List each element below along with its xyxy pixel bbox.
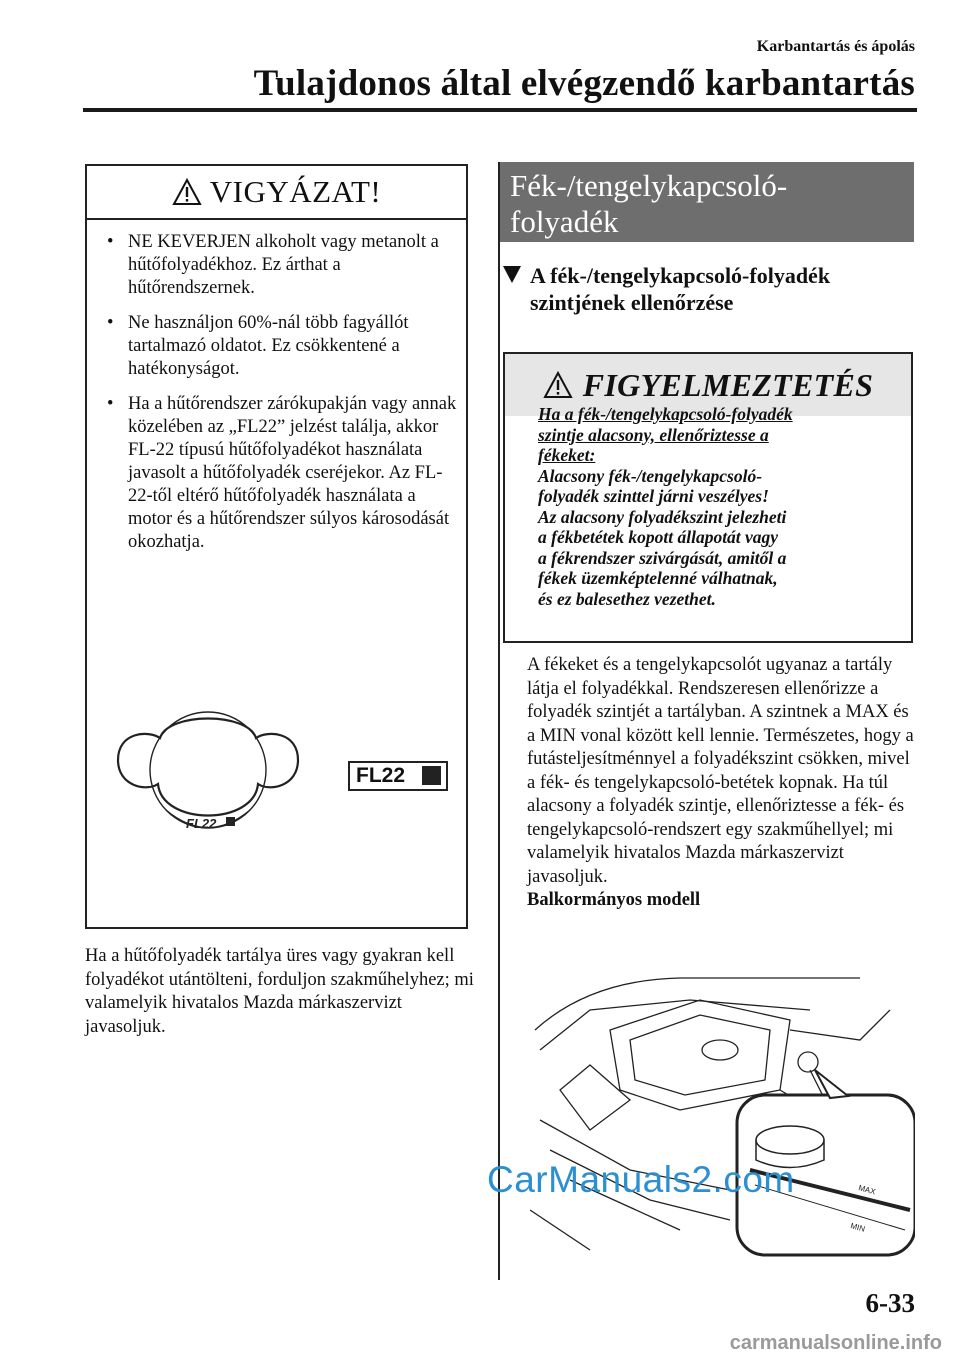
- caution-list: [101, 231, 461, 566]
- book-icon: [422, 766, 441, 785]
- section-heading: Fék-/tengelykapcsoló- folyadék: [500, 162, 914, 242]
- warning-heading: FIGYELMEZTETÉS: [582, 366, 874, 403]
- coolant-paragraph: Ha a hűtőfolyadék tartálya üres vagy gyakran kell folyadékot utántölteni, forduljon szakműhelyhez; mi valamelyik hivatalos Mazda márkaszervizt javasoljuk.: [85, 946, 474, 1037]
- page-title: Tulajdonos által elvégzendő karbantartás: [253, 63, 915, 104]
- watermark: CarManuals2.com: [487, 1159, 795, 1200]
- caution-heading: VIGYÁZAT!: [209, 174, 382, 209]
- subheading: A fék-/tengelykapcsoló-folyadék szintjének ellenőrzése: [503, 262, 913, 316]
- header-rule: [83, 108, 917, 112]
- engine-bay-illustration: [530, 970, 915, 1260]
- model-label: Balkormányos modell: [527, 890, 701, 910]
- triangle-bullet-icon: [503, 266, 521, 283]
- caution-item: • Ne használjon 60%-nál több fagyállót tartalmazó oldatot. Ez csökkentené a hatékonyságot.: [107, 313, 409, 379]
- warning-text: Ha a fék-/tengelykapcsoló-folyadék szintje alacsony, ellenőriztesse a fékeket: Alacsony fék-/tengelykapcsoló- folyadék szinttel járni veszélyes! Az alacsony folyadékszint jelezheti a fékbetétek kopott állapotát vagy a fékrendszer szivárgását, amitől a fékek üzemképtelenné válhatnak, és ez balesethez vezethet.: [538, 404, 793, 609]
- caution-item: • NE KEVERJEN alkoholt vagy metanolt a hűtőfolyadékhoz. Ez árthat a hűtőrendszernek.: [107, 232, 439, 298]
- caution-header: [87, 166, 466, 220]
- min-line-label: MIN: [849, 1221, 866, 1234]
- radiator-cap-illustration: [108, 700, 308, 842]
- section-name: Karbantartás és ápolás: [756, 38, 915, 55]
- cap-marking: FL22: [186, 816, 217, 831]
- caution-item: • Ha a hűtőrendszer zárókupakján vagy annak közelében az „FL22” jelzést találja, akkor FL-22 típusú hűtőfolyadékot használata javasolt a hűtőfolyadék cseréjekor. Az FL-22-től eltérő hűtőfolyadék használata a motor és a hűtőrendszer súlyos károsodását okozhatja.: [107, 394, 457, 552]
- brake-fluid-paragraph: A fékeket és a tengelykapcsolót ugyanaz a tartály látja el folyadékkal. Rendszeresen ellenőrizze a folyadék szintjét a tartályban. A szintnek a MAX és a MIN vonal között kell lennie. Természetes, hogy a futásteljesítménnyel a folyadékszint csökken, mivel a fék- és tengelykapcsoló-betétek kopnak. Ha túl alacsony a folyadék szintje, ellenőriztesse a fék- és tengelykapcsoló-rendszert egy szakműhellyel; mi valamelyik hivatalos Mazda márkaszervizt javasoljuk. Balkormányos modell: [527, 654, 917, 913]
- footer-url: carmanualsonline.info: [729, 1332, 942, 1354]
- fl22-marking-label: FL22: [348, 761, 448, 791]
- max-line-label: MAX: [857, 1183, 877, 1197]
- warning-triangle-icon: [172, 178, 202, 206]
- column-divider: [498, 162, 500, 1280]
- page-number: 6-33: [865, 1288, 915, 1318]
- warning-triangle-icon: [543, 371, 573, 399]
